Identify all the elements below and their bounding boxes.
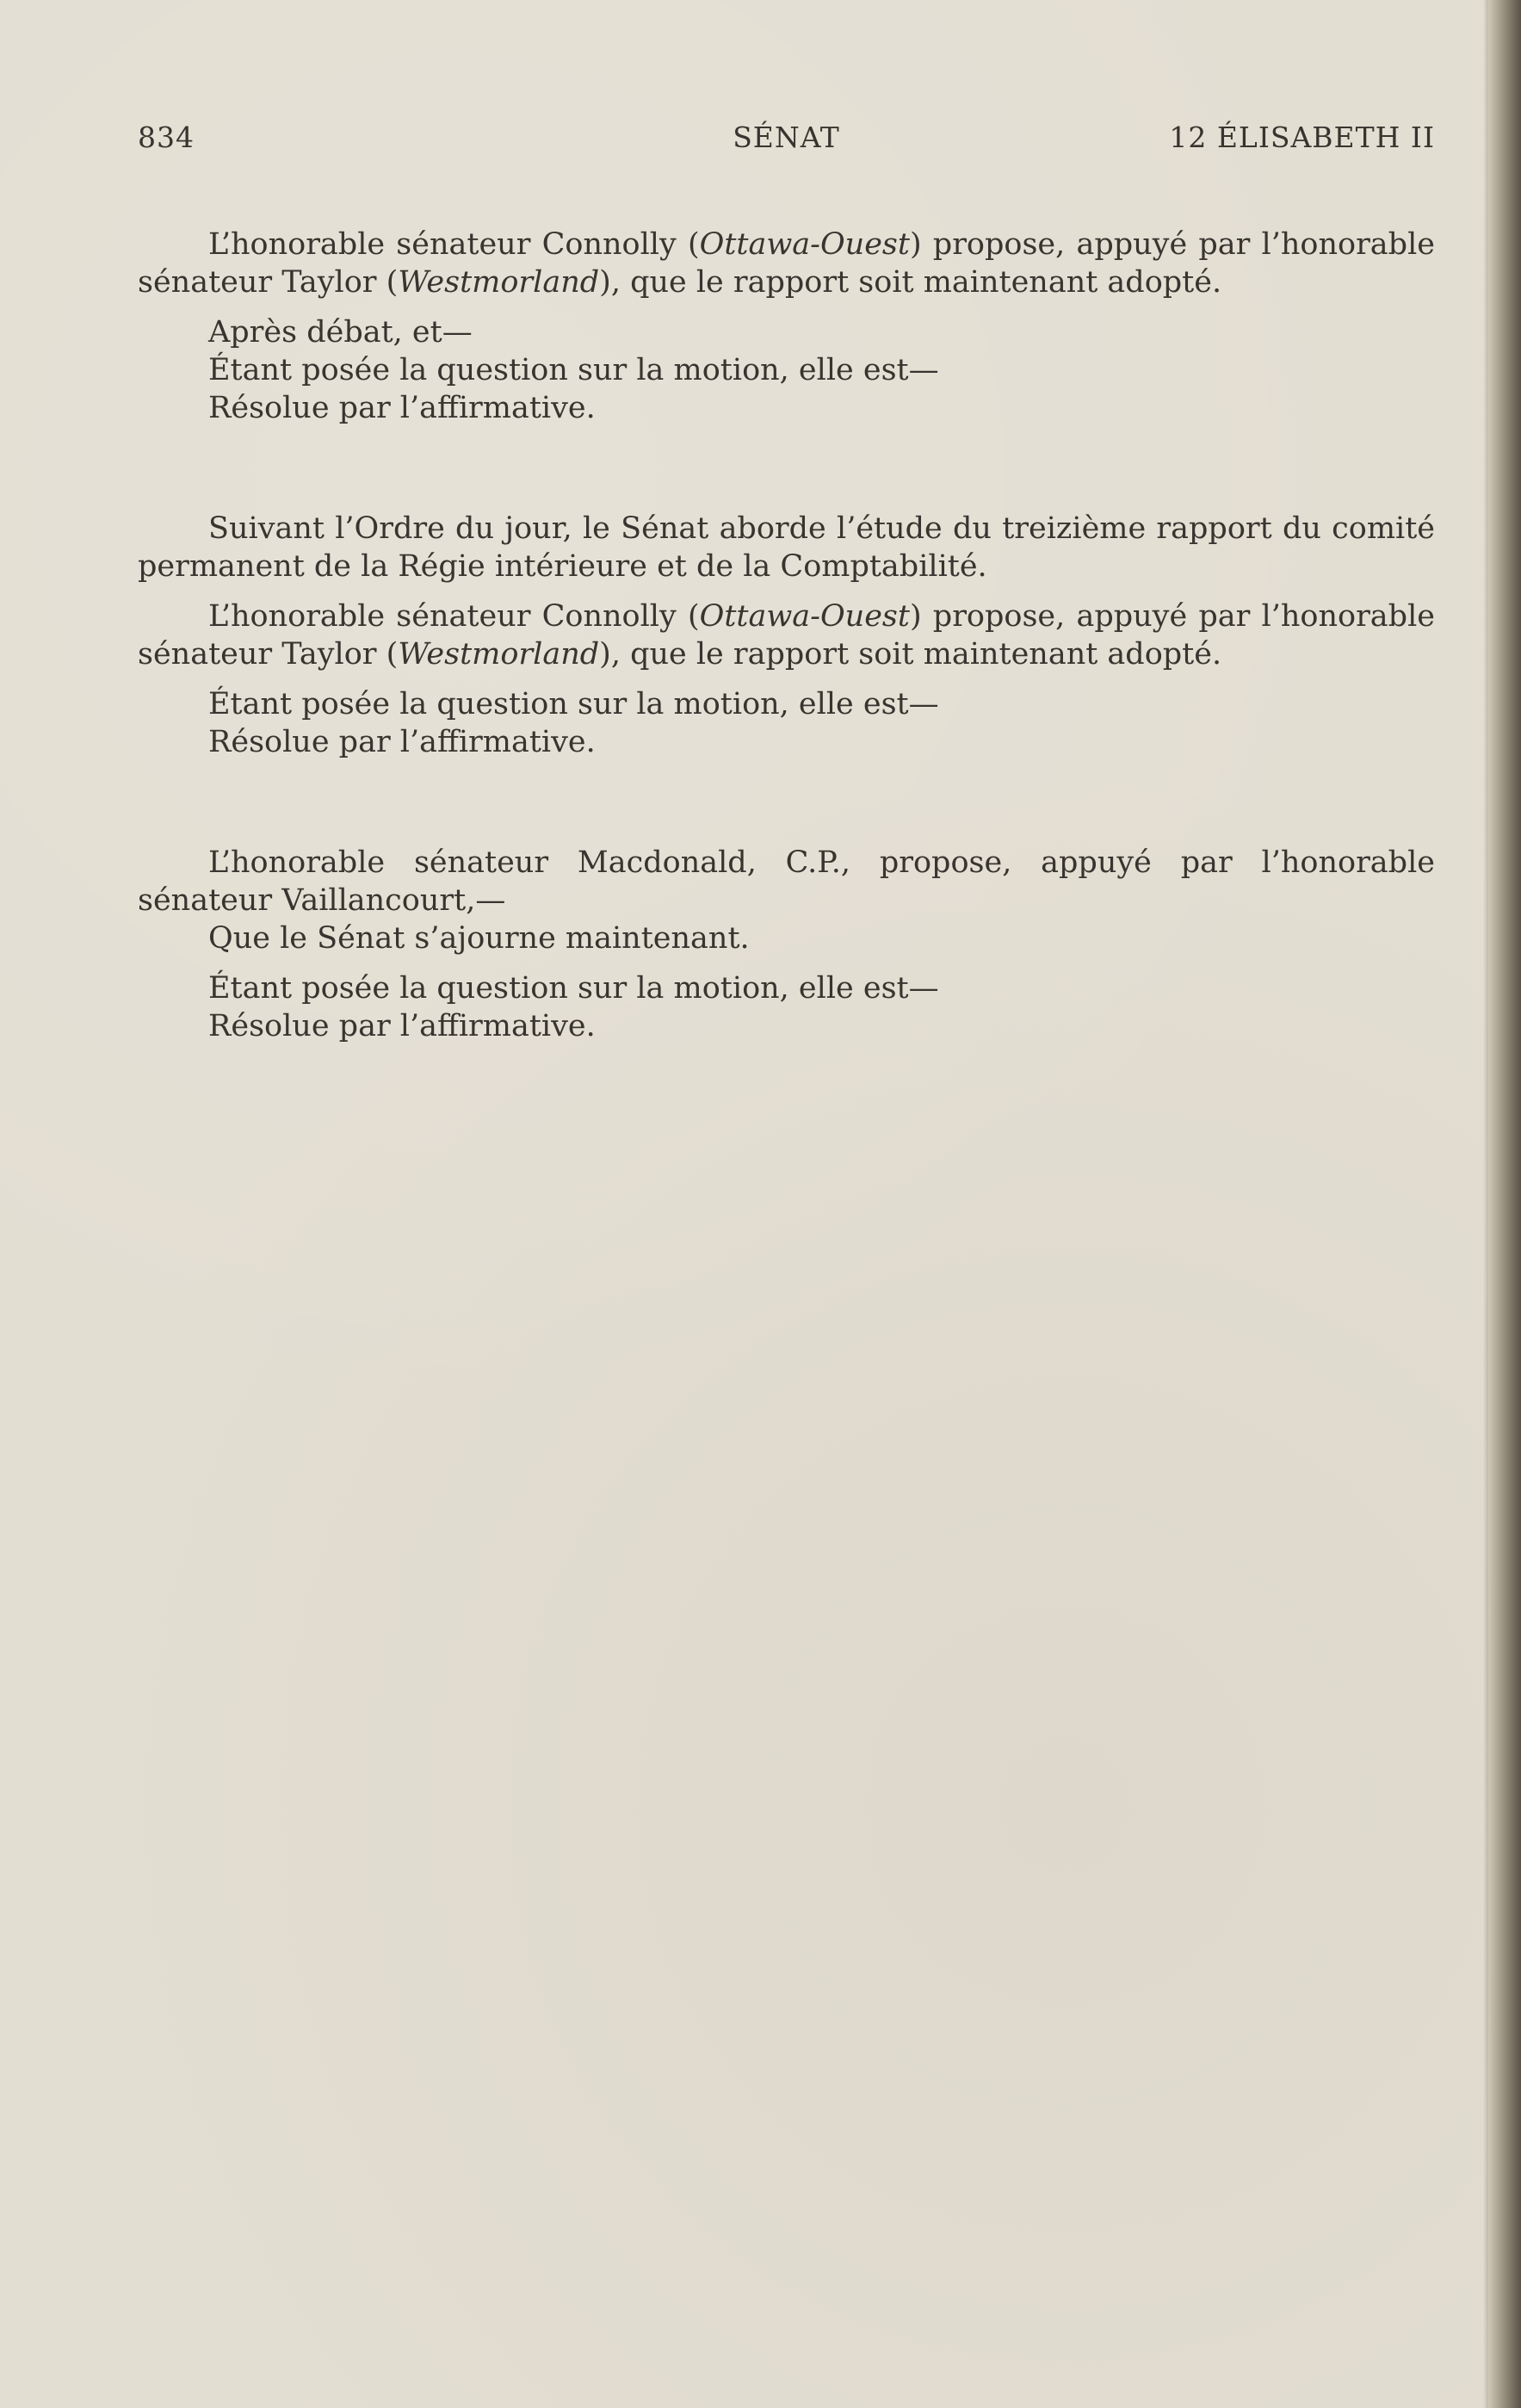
section-thirteenth-report	[138, 510, 1435, 761]
section-report-adoption	[138, 226, 1435, 427]
journal-body	[138, 226, 1435, 1045]
section-adjournment	[138, 844, 1435, 1045]
motion-text: ), que le rapport soit maintenant adopté.	[599, 637, 1222, 672]
question-line: Étant posée la question sur la motion, elle est—	[208, 971, 939, 1006]
motion-paragraph	[138, 597, 1435, 673]
constituency: Ottawa-Ouest	[699, 599, 910, 634]
question-line: Étant posée la question sur la motion, elle est—	[208, 687, 939, 721]
constituency: Westmorland	[398, 637, 600, 672]
result-line: Résolue par l’affirmative.	[208, 1009, 596, 1043]
motion-text: ), que le rapport soit maintenant adopté.	[599, 265, 1222, 300]
motion-text: ) propose, appuyé par l’honorable sénateur Taylor (	[138, 599, 1435, 672]
page-edge	[1488, 0, 1521, 2408]
resolution-line: Que le Sénat s’ajourne maintenant.	[208, 921, 750, 956]
motion-text: L’honorable sénateur Connolly (	[208, 227, 700, 262]
page-number: 834	[138, 121, 195, 154]
order-of-day-paragraph: Suivant l’Ordre du jour, le Sénat aborde l’étude du treizième rapport du comité permanent de la Régie intérieure et de la Comptabilité.	[138, 511, 1435, 584]
constituency: Ottawa-Ouest	[699, 227, 910, 262]
debate-line: Après débat, et—	[208, 315, 473, 350]
reign-label: 12 ÉLISABETH II	[1169, 121, 1435, 154]
motion-paragraph: L’honorable sénateur Macdonald, C.P., propose, appuyé par l’honorable sénateur Vaillancourt,—	[138, 845, 1435, 918]
motion-text: ) propose, appuyé par l’honorable sénateur Taylor (	[138, 227, 1435, 300]
motion-paragraph	[138, 226, 1435, 301]
question-line: Étant posée la question sur la motion, elle est—	[208, 353, 939, 387]
running-head	[138, 121, 1435, 162]
running-title: SÉNAT	[733, 121, 840, 154]
motion-text: L’honorable sénateur Connolly (	[208, 599, 700, 634]
result-line: Résolue par l’affirmative.	[208, 725, 596, 759]
result-line: Résolue par l’affirmative.	[208, 391, 596, 425]
constituency: Westmorland	[398, 265, 600, 300]
